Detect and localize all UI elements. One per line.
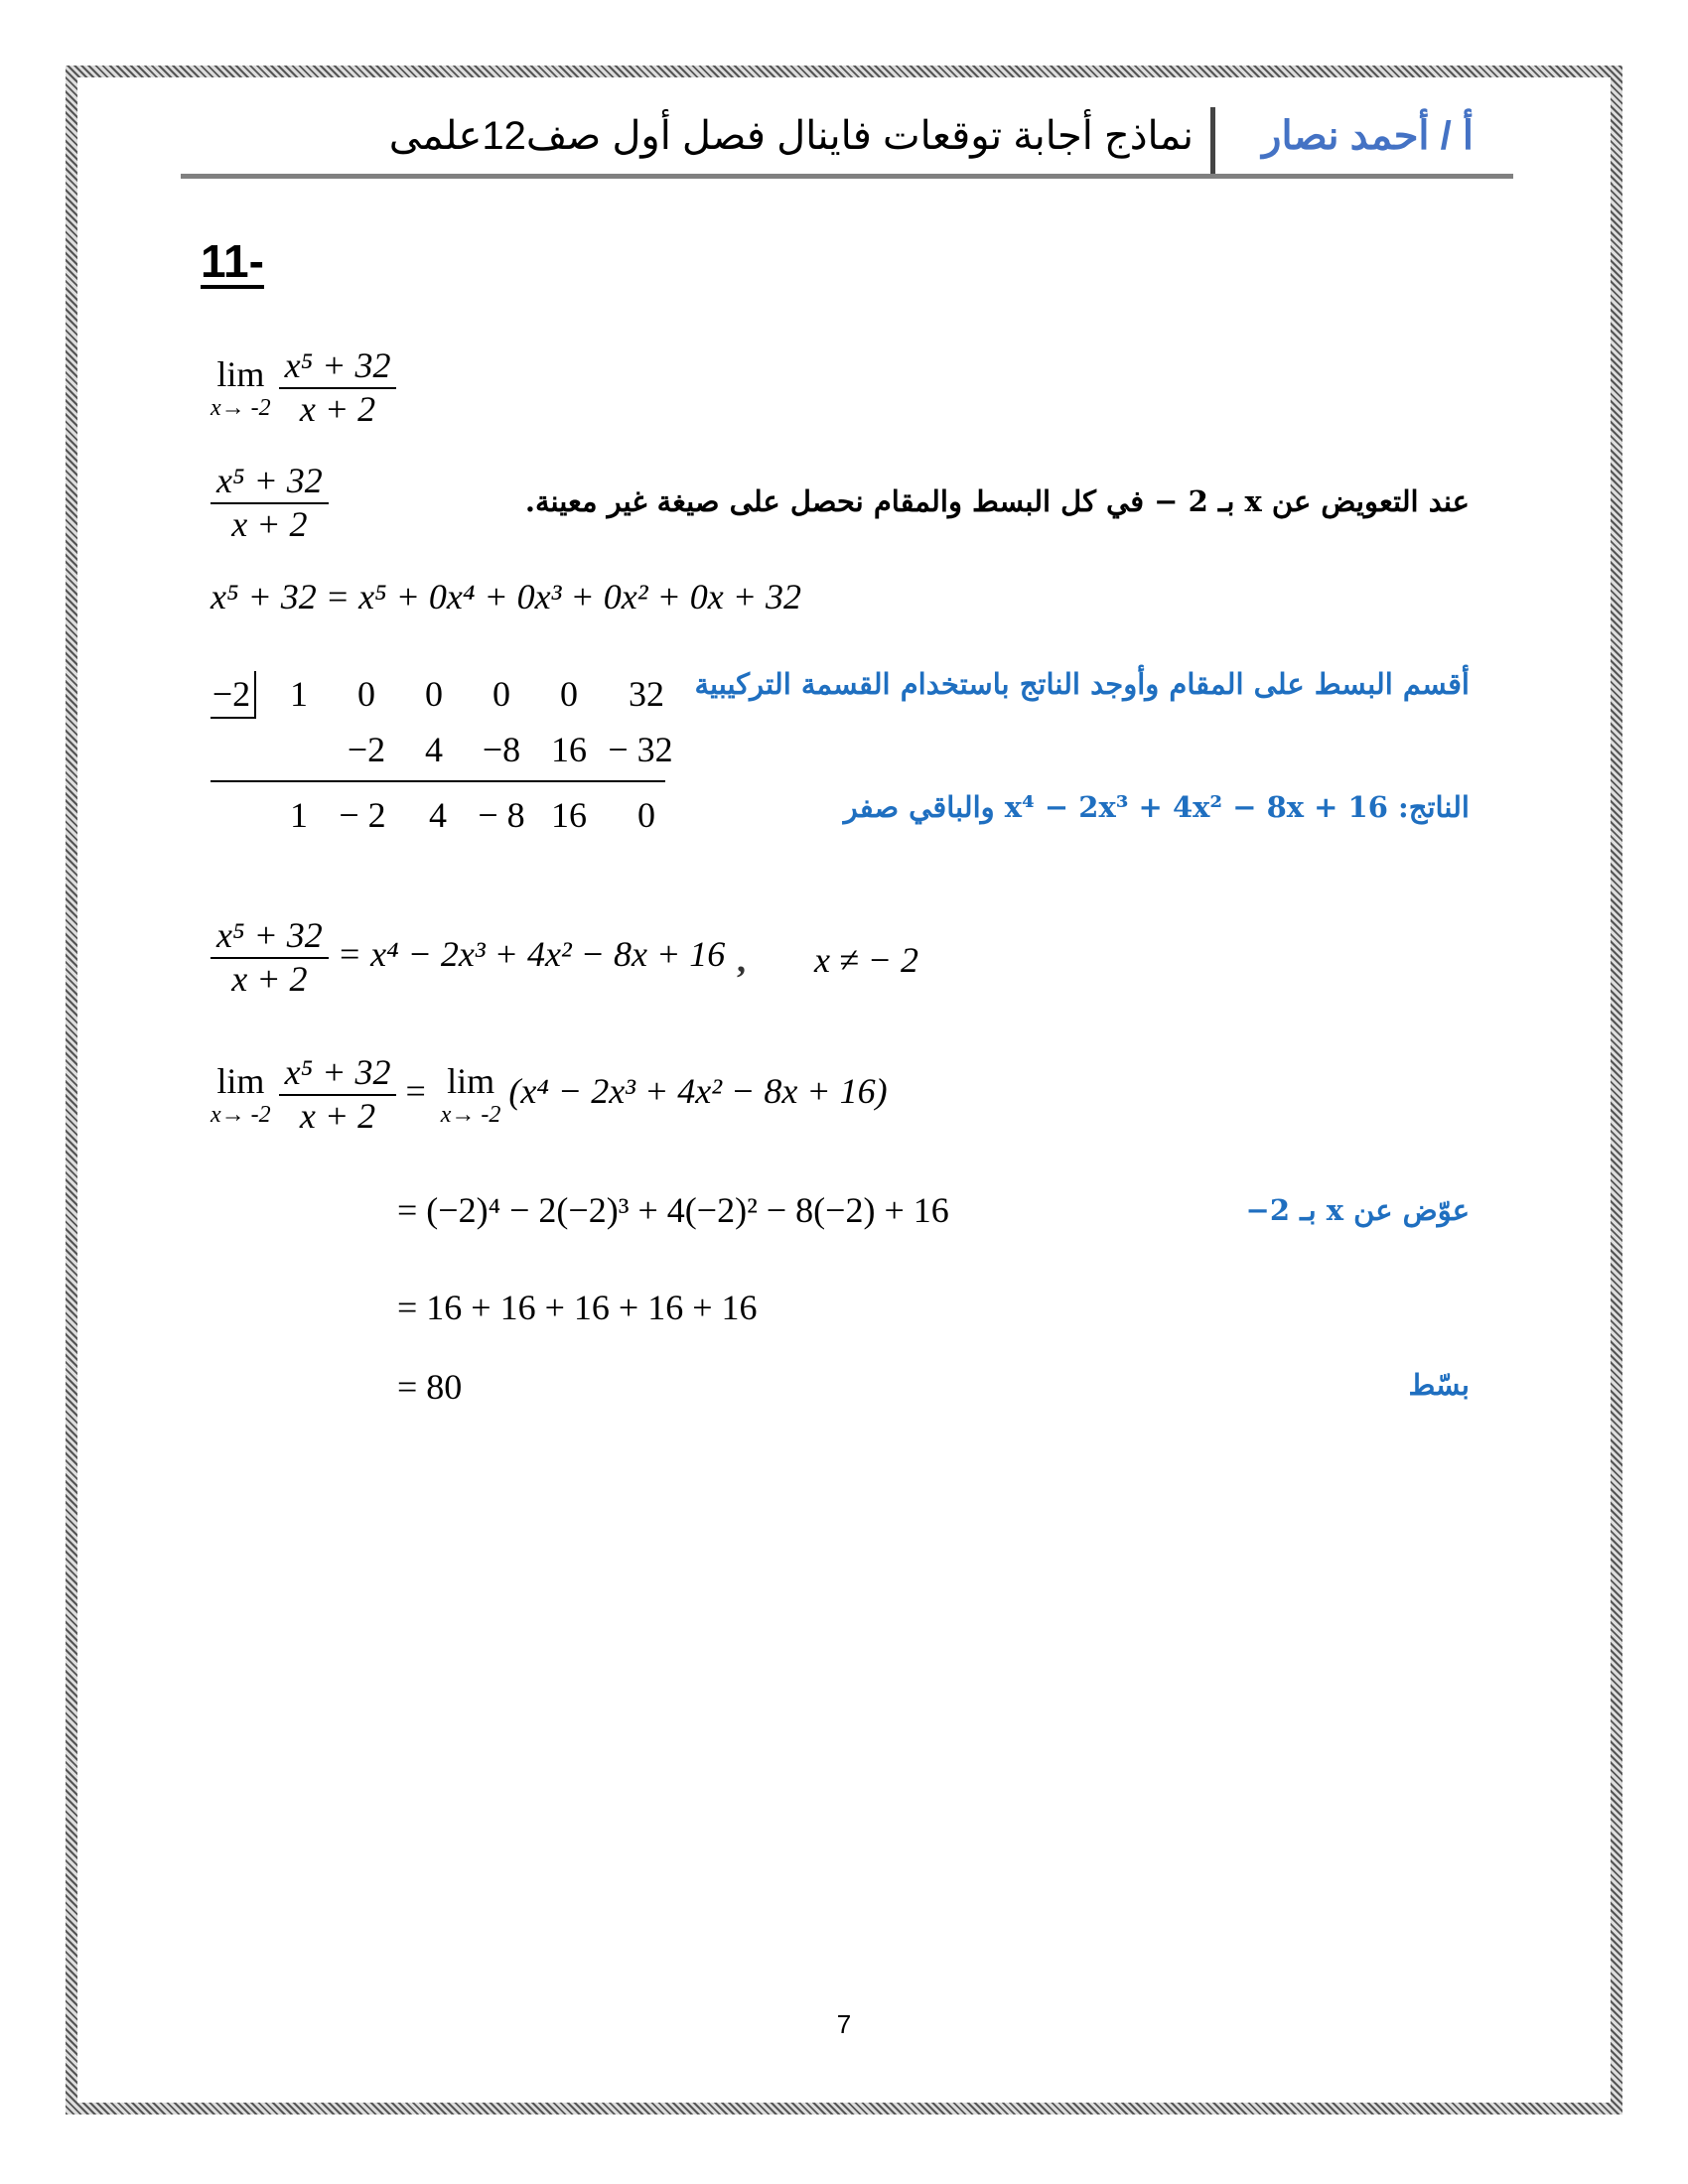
- header-rule: [181, 174, 1513, 179]
- result-cell: 4: [429, 795, 447, 835]
- result-cell: − 8: [478, 795, 525, 835]
- substitute-note: عوّض عن x بـ 2−: [1245, 1193, 1470, 1227]
- product-cell: − 32: [608, 730, 673, 769]
- simplify-note: بسّط: [1408, 1368, 1470, 1402]
- document-title: نماذج أجابة توقعات فاينال فصل أول صف12علمى: [388, 114, 1194, 158]
- product-cell: 16: [551, 730, 587, 769]
- coef-cell: 0: [492, 674, 510, 714]
- product-cell: −8: [482, 730, 521, 769]
- coef-cell: 1: [290, 674, 308, 714]
- divide-note: أقسم البسط على المقام وأوجد الناتج باستخدام القسمة التركيبية: [694, 667, 1470, 701]
- comma: ,: [737, 940, 746, 980]
- result-note: الناتج: x⁴ − 2x³ + 4x² − 8x + 16 والباقي صفر: [843, 790, 1470, 824]
- result-cell: 1: [290, 795, 308, 835]
- author-name: أ / أحمد نصار: [1262, 114, 1474, 158]
- fraction-expression: $\frac{\text{x⁵ + 32}}{x + 2}$: [211, 463, 329, 544]
- result-cell: − 2: [339, 795, 386, 835]
- quotient-equation: $\frac{\text{x⁵ + 32}}{x + 2}$ = x⁴ − 2x³ + 4x² − 8x + 16: [211, 917, 725, 999]
- indeterminate-note: عند التعويض عن x بـ 2 − في كل البسط والمقام نحصل على صيغة غير معينة.: [524, 484, 1470, 518]
- product-cell: −2: [347, 730, 386, 769]
- question-number: 11-: [201, 235, 264, 287]
- numerator-expansion: x⁵ + 32 = x⁵ + 0x⁴ + 0x³ + 0x² + 0x + 32: [211, 577, 802, 616]
- synthetic-division: [211, 671, 673, 840]
- coef-cell: 0: [425, 674, 443, 714]
- divisor: −2: [211, 674, 251, 714]
- limit-expression: [211, 347, 396, 429]
- coef-cell: 0: [357, 674, 375, 714]
- limit-operator: lim x→ -2: [211, 353, 271, 421]
- domain-restriction: x ≠ − 2: [814, 940, 919, 980]
- substitution-step: = (−2)⁴ − 2(−2)³ + 4(−2)² − 8(−2) + 16: [397, 1190, 949, 1230]
- division-line: [211, 780, 665, 782]
- product-cell: 4: [425, 730, 443, 769]
- fraction: $\frac{\text{x⁵ + 32}}{x + 2}$: [279, 347, 397, 429]
- result-cell: 0: [637, 795, 655, 835]
- page-header: [181, 99, 1513, 179]
- header-divider: [1210, 107, 1215, 175]
- final-answer: = 80: [397, 1367, 463, 1407]
- page-number: 7: [836, 2009, 852, 2039]
- coef-cell: 0: [560, 674, 578, 714]
- limit-equality: lim x→ -2 $\frac{\text{x⁵ + 32}}{x + 2}$ = lim x→ -2 (x⁴ − 2x³ + 4x² − 8x + 16): [211, 1052, 888, 1136]
- coef-cell: 32: [629, 674, 664, 714]
- sum-step: = 16 + 16 + 16 + 16 + 16: [397, 1288, 758, 1327]
- result-cell: 16: [551, 795, 587, 835]
